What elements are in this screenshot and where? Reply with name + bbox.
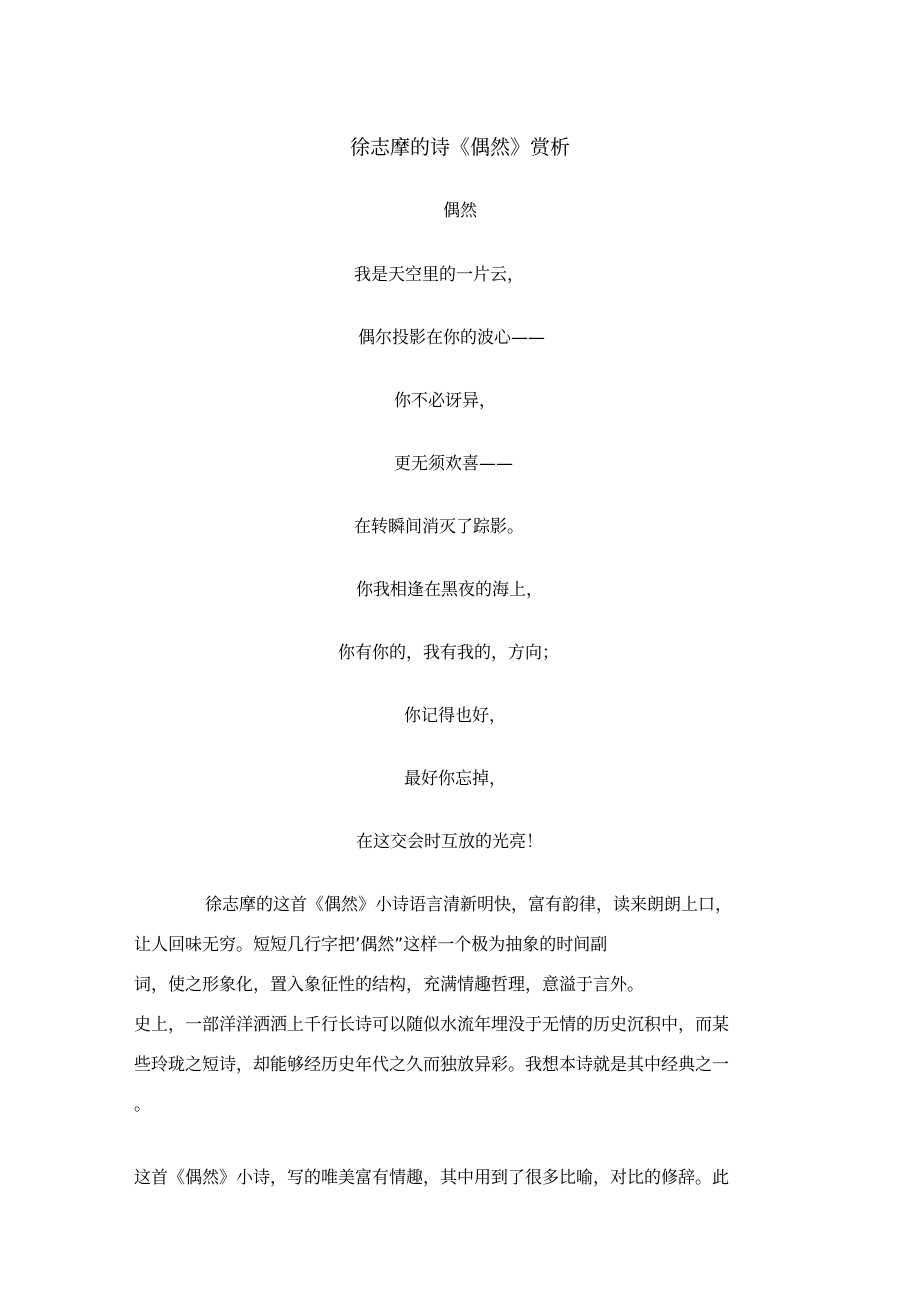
poem-line: 我是天空里的一片云， xyxy=(354,265,524,285)
page-title: 徐志摩的诗《偶然》赏析 xyxy=(350,135,570,159)
poem-line: 你我相逢在黑夜的海上， xyxy=(356,580,543,600)
paragraph-line: 徐志摩的这首《偶然》小诗语言清新明快，富有韵律，读来朗朗上口， xyxy=(205,895,732,915)
paragraph-line: 这首《偶然》小诗，写的唯美富有情趣，其中用到了很多比喻，对比的修辞。此 xyxy=(134,1168,729,1188)
paragraph-line: 。 xyxy=(134,1095,151,1115)
poem-line: 你有你的，我有我的，方向； xyxy=(338,643,559,663)
poem-line: 在这交会时互放的光亮！ xyxy=(356,832,543,852)
paragraph-line: 让人回味无穷。短短几行字把’偶然”这样一个极为抽象的时间副 xyxy=(134,935,608,955)
paragraph-line: 些玲珑之短诗，却能够经历史年代之久而独放异彩。我想本诗就是其中经典之一 xyxy=(134,1055,729,1075)
poem-line: 你不必讶异， xyxy=(394,391,496,411)
poem-line: 最好你忘掉， xyxy=(404,769,506,789)
poem-line: 你记得也好， xyxy=(404,706,506,726)
poem-title: 偶然 xyxy=(443,201,477,221)
paragraph-line: 史上，一部洋洋洒洒上千行长诗可以随似水流年埋没于无情的历史沉积中，而某 xyxy=(134,1015,729,1035)
paragraph-line: 词，使之形象化，置入象征性的结构，充满情趣哲理，意溢于言外。 xyxy=(134,975,644,995)
poem-line: 更无须欢喜—— xyxy=(394,454,513,474)
poem-line: 偶尔投影在你的波心—— xyxy=(358,328,545,348)
poem-line: 在转瞬间消灭了踪影。 xyxy=(354,517,524,537)
